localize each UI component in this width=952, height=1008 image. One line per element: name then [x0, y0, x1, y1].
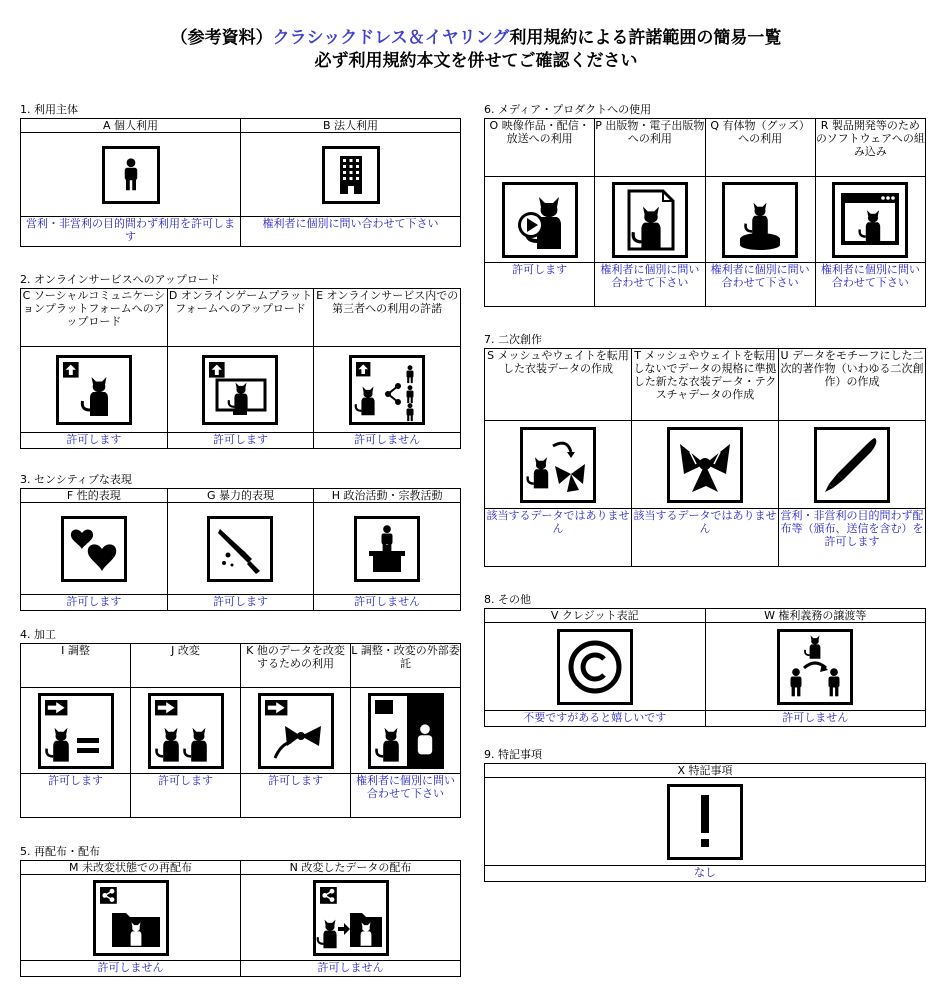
section-5 — [20, 845, 461, 977]
item-result-w: 許可しません — [705, 711, 926, 727]
item-result-a: 営利・非営利の目的問わず利用を許可します — [21, 217, 241, 247]
item-result-c: 許可します — [21, 433, 168, 449]
permission-table — [20, 488, 461, 611]
permission-table — [484, 763, 926, 882]
item-label-o: O 映像作品・配信・放送への利用 — [485, 119, 595, 177]
section-title: 7. 二次創作 — [484, 333, 542, 346]
person-icon — [102, 146, 160, 204]
item-label-c: C ソーシャルコミュニケーションプラットフォームへのアップロード — [21, 289, 168, 347]
permission-table — [20, 288, 461, 449]
section-8 — [484, 593, 926, 727]
permission-table — [484, 608, 926, 727]
item-label-i: I 調整 — [21, 644, 131, 688]
item-label-g: G 暴力的表現 — [167, 489, 314, 503]
item-result-l: 権利者に個別に問い合わせて下さい — [351, 774, 461, 818]
item-label-m: M 未改変状態での再配布 — [21, 861, 241, 875]
item-result-b: 権利者に個別に問い合わせて下さい — [241, 217, 461, 247]
item-result-d: 許可します — [167, 433, 314, 449]
permission-table — [20, 860, 461, 977]
item-result-r: 権利者に個別に問い合わせて下さい — [815, 263, 925, 307]
item-result-o: 許可します — [485, 263, 595, 307]
item-result-g: 許可します — [167, 595, 314, 611]
item-label-b: B 法人利用 — [241, 119, 461, 133]
section-3 — [20, 473, 461, 611]
section-title: 9. 特記事項 — [484, 748, 542, 761]
item-label-k: K 他のデータを改変するための利用 — [241, 644, 351, 688]
item-label-x: X 特記事項 — [485, 764, 926, 778]
section-7 — [484, 333, 926, 567]
item-result-k: 許可します — [241, 774, 351, 818]
item-result-p: 権利者に個別に問い合わせて下さい — [595, 263, 705, 307]
document-subtitle: 必ず利用規約本文を併せてご確認ください — [314, 51, 638, 71]
item-label-j: J 改変 — [131, 644, 241, 688]
item-result-h: 許可しません — [314, 595, 461, 611]
item-label-r: R 製品開発等のためのソフトウェアへの組み込み — [815, 119, 925, 177]
item-label-e: E オンラインサービス内での第三者への利用の許諾 — [314, 289, 461, 347]
costume-icon — [667, 427, 743, 503]
section-title: 4. 加工 — [20, 628, 56, 641]
section-title: 6. メディア・プロダクトへの使用 — [484, 103, 652, 116]
item-label-p: P 出版物・電子出版物への利用 — [595, 119, 705, 177]
social-upload-icon — [56, 355, 132, 425]
section-title: 8. その他 — [484, 593, 531, 606]
item-label-l: L 調整・改変の外部委託 — [351, 644, 461, 688]
item-result-v: 不要ですがあると嬉しいです — [485, 711, 706, 727]
item-label-n: N 改変したデータの配布 — [241, 861, 461, 875]
section-2 — [20, 273, 461, 449]
item-result-f: 許可します — [21, 595, 168, 611]
building-icon — [322, 146, 380, 204]
item-label-a: A 個人利用 — [21, 119, 241, 133]
item-label-w: W 権利義務の譲渡等 — [705, 609, 926, 623]
section-title: 3. センシティブな表現 — [20, 473, 132, 486]
item-label-s: S メッシュやウェイトを転用した衣装データの作成 — [485, 349, 632, 421]
item-result-x: なし — [485, 866, 926, 882]
pen-icon — [814, 427, 890, 503]
hearts-icon — [61, 516, 127, 582]
title-suffix: 利用規約による許諾範囲の簡易一覧 — [509, 28, 782, 48]
permission-table — [20, 643, 461, 818]
item-label-v: V クレジット表記 — [485, 609, 706, 623]
item-result-j: 許可します — [131, 774, 241, 818]
share-third-party-icon — [349, 355, 425, 425]
bow-icon — [258, 693, 334, 769]
permission-table — [484, 118, 926, 307]
transfer-rights-icon — [777, 629, 853, 705]
item-result-s: 該当するデータではありません — [485, 509, 632, 567]
item-label-h: H 政治活動・宗教活動 — [314, 489, 461, 503]
item-label-u: U データをモチーフにした二次的著作物（いわゆる二次創作）の作成 — [779, 349, 926, 421]
permission-table — [20, 118, 461, 247]
item-result-i: 許可します — [21, 774, 131, 818]
redistribute-icon — [93, 880, 169, 956]
video-icon — [502, 182, 578, 258]
publication-icon — [612, 182, 688, 258]
item-label-t: T メッシュやウェイトを転用しないでデータの規格に準拠した新たな衣装データ・テクスチャデータの作成 — [632, 349, 779, 421]
outsource-icon — [368, 693, 444, 769]
game-upload-icon — [202, 355, 278, 425]
section-title: 1. 利用主体 — [20, 103, 78, 116]
section-title: 5. 再配布・配布 — [20, 845, 100, 858]
adjust-icon — [38, 693, 114, 769]
item-result-m: 許可しません — [21, 961, 241, 977]
section-9 — [484, 748, 926, 882]
item-label-d: D オンラインゲームプラットフォームへのアップロード — [167, 289, 314, 347]
item-result-t: 該当するデータではありません — [632, 509, 779, 567]
product-name: クラシックドレス＆イヤリング — [272, 28, 510, 48]
item-result-q: 権利者に個別に問い合わせて下さい — [705, 263, 815, 307]
document-title — [0, 27, 952, 49]
figure-goods-icon — [722, 182, 798, 258]
podium-icon — [354, 516, 420, 582]
knife-icon — [207, 516, 273, 582]
item-label-f: F 性的表現 — [21, 489, 168, 503]
title-prefix: （参考資料） — [170, 28, 273, 48]
mesh-transfer-icon — [520, 427, 596, 503]
copyright-icon — [557, 629, 633, 705]
item-result-e: 許可しません — [314, 433, 461, 449]
software-icon — [832, 182, 908, 258]
section-4 — [20, 628, 461, 818]
permission-table — [484, 348, 926, 567]
exclamation-icon — [667, 784, 743, 860]
distribute-modified-icon — [313, 880, 389, 956]
item-label-q: Q 有体物（グッズ）への利用 — [705, 119, 815, 177]
item-result-u: 営利・非営利の目的問わず配布等（頒布、送信を含む）を許可します — [779, 509, 926, 567]
modify-icon — [148, 693, 224, 769]
section-title: 2. オンラインサービスへのアップロード — [20, 273, 220, 286]
section-1 — [20, 103, 461, 247]
section-6 — [484, 103, 926, 307]
item-result-n: 許可しません — [241, 961, 461, 977]
